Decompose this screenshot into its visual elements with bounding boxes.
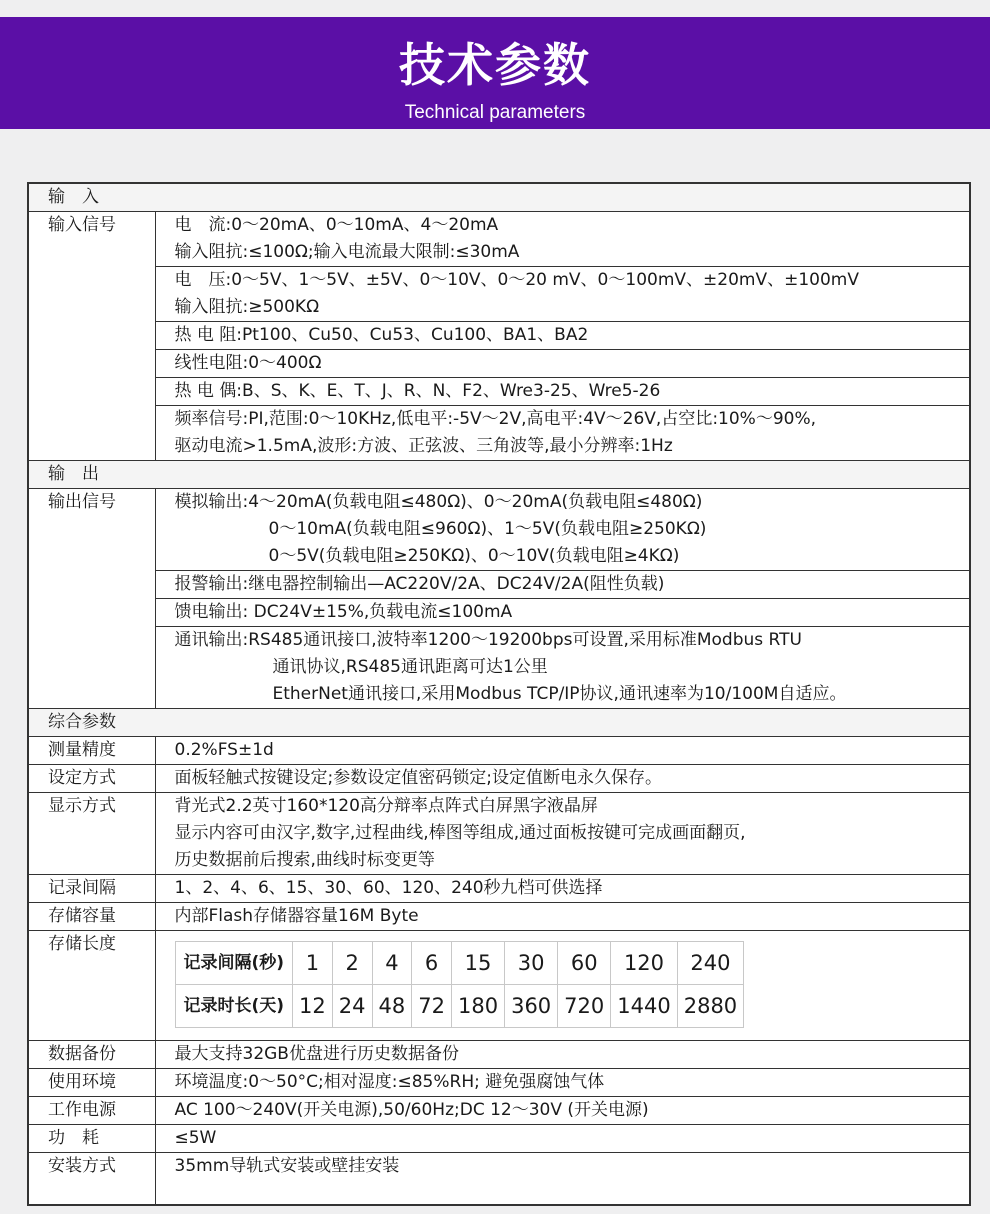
install-label: 安装方式 xyxy=(28,1153,155,1206)
duration-interval-cell: 4 xyxy=(372,942,412,985)
environment-label: 使用环境 xyxy=(28,1069,155,1097)
setting-label: 设定方式 xyxy=(28,765,155,793)
duration-days-cell: 12 xyxy=(293,985,333,1028)
environment-value: 环境温度:0～50°C;相对湿度:≤85%RH; 避免强腐蚀气体 xyxy=(155,1069,970,1097)
output-signal-label: 输出信号 xyxy=(28,489,155,709)
section-input: 输 入 xyxy=(28,183,970,212)
setting-value: 面板轻触式按键设定;参数设定值密码锁定;设定值断电永久保存。 xyxy=(155,765,970,793)
duration-days-cell: 1440 xyxy=(611,985,677,1028)
power-label: 工作电源 xyxy=(28,1097,155,1125)
accuracy-label: 测量精度 xyxy=(28,737,155,765)
duration-interval-cell: 2 xyxy=(332,942,372,985)
duration-interval-cell: 6 xyxy=(412,942,452,985)
section-output: 输 出 xyxy=(28,461,970,489)
duration-days-cell: 180 xyxy=(451,985,504,1028)
duration-days-cell: 360 xyxy=(505,985,558,1028)
consumption-label: 功 耗 xyxy=(28,1125,155,1153)
display-label: 显示方式 xyxy=(28,793,155,875)
duration-days-cell: 720 xyxy=(558,985,611,1028)
display-value: 背光式2.2英寸160*120高分辩率点阵式白屏黑字液晶屏 显示内容可由汉字,数字,过程曲线,棒图等组成,通过面板按键可完成画面翻页, 历史数据前后搜索,曲线时标变更等 xyxy=(155,793,970,875)
duration-days-cell: 24 xyxy=(332,985,372,1028)
backup-value: 最大支持32GB优盘进行历史数据备份 xyxy=(155,1041,970,1069)
duration-interval-cell: 1 xyxy=(293,942,333,985)
backup-label: 数据备份 xyxy=(28,1041,155,1069)
duration-days-cell: 72 xyxy=(412,985,452,1028)
duration-interval-row xyxy=(175,942,744,985)
output-comm: 通讯输出:RS485通讯接口,波特率1200～19200bps可设置,采用标准Modbus RTU 通讯协议,RS485通讯距离可达1公里 EtherNet通讯接口,采用Modbus TCP/IP协议,通讯速率为10/100M自适应。 xyxy=(155,627,970,709)
power-value: AC 100～240V(开关电源),50/60Hz;DC 12～30V (开关电源) xyxy=(155,1097,970,1125)
capacity-value: 内部Flash存储器容量16M Byte xyxy=(155,903,970,931)
duration-interval-cell: 30 xyxy=(505,942,558,985)
duration-value xyxy=(155,931,970,1041)
duration-interval-cell: 120 xyxy=(611,942,677,985)
input-signal-label: 输入信号 xyxy=(28,212,155,461)
accuracy-value: 0.2%FS±1d xyxy=(155,737,970,765)
input-rtd: 热 电 阻:Pt100、Cu50、Cu53、Cu100、BA1、BA2 xyxy=(155,322,970,350)
input-linear: 线性电阻:0～400Ω xyxy=(155,350,970,378)
input-thermocouple: 热 电 偶:B、S、K、E、T、J、R、N、F2、Wre3-25、Wre5-26 xyxy=(155,378,970,406)
input-current: 电 流:0～20mA、0～10mA、4～20mA 输入阻抗:≤100Ω;输入电流最大限制:≤30mA xyxy=(155,212,970,267)
duration-interval-header: 记录间隔(秒) xyxy=(175,942,293,985)
input-voltage: 电 压:0～5V、1～5V、±5V、0～10V、0～20 mV、0～100mV、±20mV、±100mV 输入阻抗:≥500KΩ xyxy=(155,267,970,322)
consumption-value: ≤5W xyxy=(155,1125,970,1153)
duration-days-header: 记录时长(天) xyxy=(175,985,293,1028)
output-analog: 模拟输出:4～20mA(负载电阻≤480Ω)、0～20mA(负载电阻≤480Ω) 0～10mA(负载电阻≤960Ω)、1～5V(负载电阻≥250KΩ) 0～5V(负载电阻≥250KΩ)、0～10V(负载电阻≥4KΩ) xyxy=(155,489,970,571)
output-alarm: 报警输出:继电器控制输出—AC220V/2A、DC24V/2A(阻性负载) xyxy=(155,571,970,599)
duration-interval-cell: 60 xyxy=(558,942,611,985)
section-general: 综合参数 xyxy=(28,709,970,737)
duration-days-cell: 48 xyxy=(372,985,412,1028)
output-feed: 馈电输出: DC24V±15%,负载电流≤100mA xyxy=(155,599,970,627)
section-input-row xyxy=(28,183,970,212)
interval-value: 1、2、4、6、15、30、60、120、240秒九档可供选择 xyxy=(155,875,970,903)
spec-table xyxy=(27,182,971,1206)
header-banner xyxy=(0,17,990,129)
install-value: 35mm导轨式安装或壁挂安装 xyxy=(155,1153,970,1206)
capacity-label: 存储容量 xyxy=(28,903,155,931)
duration-days-row xyxy=(175,985,744,1028)
interval-label: 记录间隔 xyxy=(28,875,155,903)
page-subtitle: Technical parameters xyxy=(404,102,586,123)
page-title: 技术参数 xyxy=(399,38,591,92)
duration-label: 存储长度 xyxy=(28,931,155,1041)
input-frequency: 频率信号:PI,范围:0～10KHz,低电平:-5V～2V,高电平:4V～26V,占空比:10%～90%, 驱动电流>1.5mA,波形:方波、正弦波、三角波等,最小分辨率:1Hz xyxy=(155,406,970,461)
duration-interval-cell: 240 xyxy=(677,942,743,985)
duration-interval-cell: 15 xyxy=(451,942,504,985)
duration-days-cell: 2880 xyxy=(677,985,743,1028)
duration-table xyxy=(175,941,745,1028)
